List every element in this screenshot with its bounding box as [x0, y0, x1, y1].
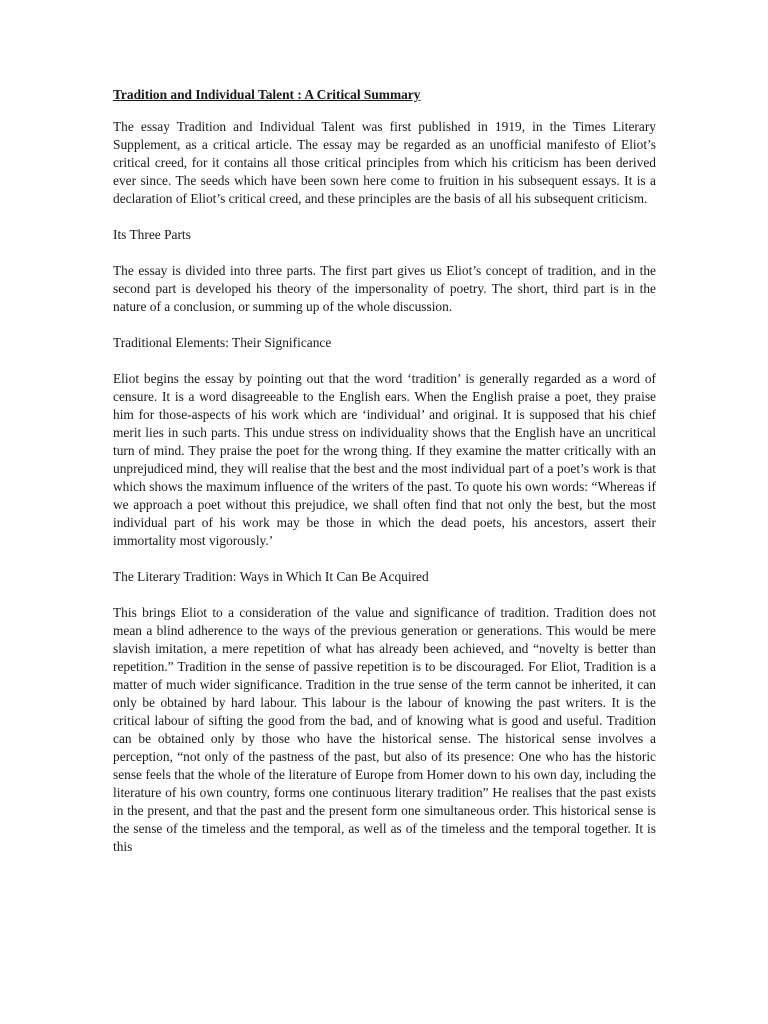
section-heading-literary-tradition: The Literary Tradition: Ways in Which It Can Be Acquired: [113, 569, 429, 584]
three-parts-paragraph: The essay is divided into three parts. The first part gives us Eliot’s concept of tradition, and in the second part is developed his theory of the impersonality of poetry. The short, third part is in the nature of a conclusion, or summing up of the whole discussion.: [113, 263, 656, 314]
section-heading-three-parts: Its Three Parts: [113, 227, 191, 242]
literary-tradition-paragraph: This brings Eliot to a consideration of the value and significance of tradition. Tradition does not mean a blind adherence to the ways of the previous generation or generations. This would be mere slavish imitation, a mere repetition of what has already been achieved, and “novelty is better than repetition.” Tradition in the sense of passive repetition is to be discouraged. For Eliot, Tradition is a matter of much wider significance. Tradition in the true sense of the term cannot be inherited, it can only be obtained by hard labour. This labour is the labour of knowing the past writers. It is the critical labour of sifting the good from the bad, and of knowing what is good and useful. Tradition can be obtained only by those who have the historical sense. The historical sense involves a perception, “not only of the pastness of the past, but also of its presence: One who has the historic sense feels that the whole of the literature of Europe from Homer down to his own day, including the literature of his own country, forms one continuous literary tradition” He realises that the past exists in the present, and that the past and the present form one simultaneous order. This historical sense is the sense of the timeless and the temporal, as well as of the timeless and the temporal together. It is this: [113, 605, 656, 854]
document-title: Tradition and Individual Talent : A Critical Summary: [113, 87, 421, 102]
intro-paragraph: The essay Tradition and Individual Talent was first published in 1919, in the Times Literary Supplement, as a critical article. The essay may be regarded as an unofficial manifesto of Eliot’s critical creed, for it contains all those critical principles from which his criticism has been derived ever since. The seeds which have been sown here come to fruition in his subsequent essays. It is a declaration of Eliot’s critical creed, and these principles are the basis of all his subsequent criticism.: [113, 119, 656, 206]
document-page: [113, 86, 656, 856]
traditional-elements-paragraph: Eliot begins the essay by pointing out that the word ‘tradition’ is generally regarded as a word of censure. It is a word disagreeable to the English ears. When the English praise a poet, they praise him for those-aspects of his work which are ‘individual’ and original. It is supposed that his chief merit lies in such parts. This undue stress on individuality shows that the English have an uncritical turn of mind. They praise the poet for the wrong thing. If they examine the matter critically with an unprejudiced mind, they will realise that the best and the most individual part of a poet’s work is that which shows the maximum influence of the writers of the past. To quote his own words: “Whereas if we approach a poet without this prejudice, we shall often find that not only the best, but the most individual part of his work may be those in which the dead poets, his ancestors, assert their immortality most vigorously.’: [113, 371, 656, 548]
section-heading-traditional-elements: Traditional Elements: Their Significance: [113, 335, 332, 350]
